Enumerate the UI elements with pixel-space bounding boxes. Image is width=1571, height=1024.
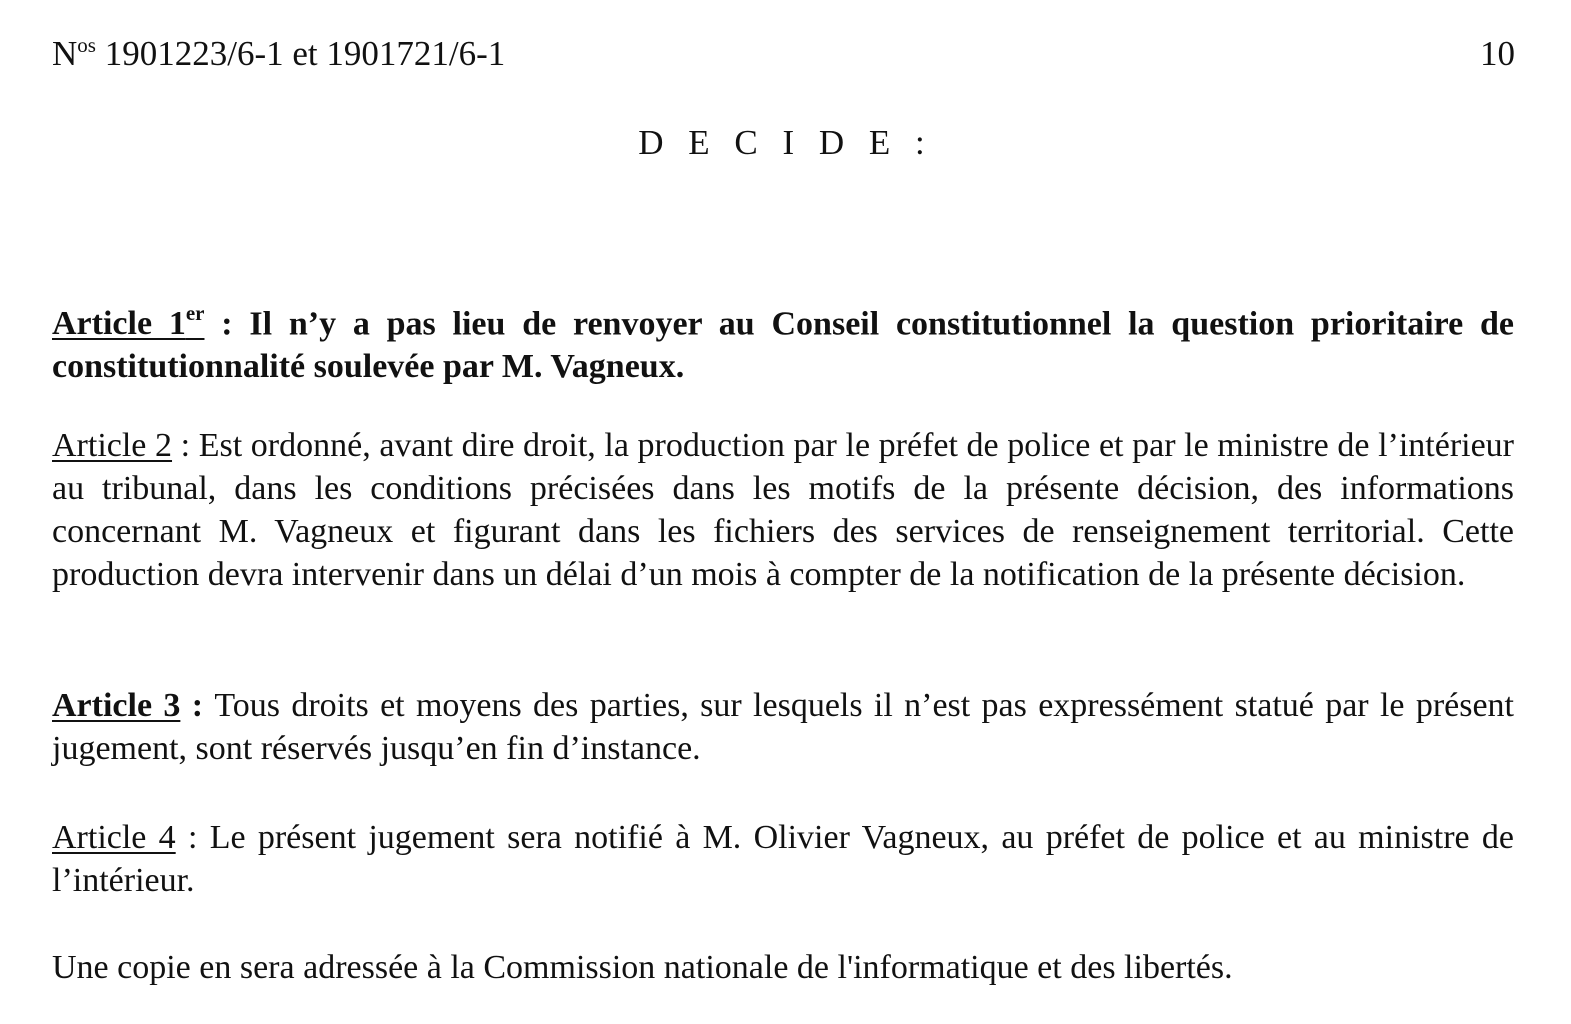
article-1-text: Il n’y a pas lieu de renvoyer au Conseil constitutionnel la question prioritaire de constitutionnalité soulevée par M. Vagneux. <box>52 305 1515 386</box>
article-2-separator: : <box>172 427 199 464</box>
article-2-text: Est ordonné, avant dire droit, la production par le préfet de police et par le ministre de l’intérieur au tribunal, dans les conditions précisées dans les motifs de la présente décision, des informations concernant M. Vagneux et figurant dans les fichiers des services de renseignement territorial. Cette production devra intervenir dans un délai d’un mois à compter de la notification de la présente décision. <box>52 427 1514 593</box>
case-prefix-sup: os <box>77 33 96 57</box>
article-1-label-sup: er <box>185 301 205 325</box>
article-1-separator: : <box>204 305 250 343</box>
article-4-separator: : <box>175 819 210 856</box>
decide-heading: D E C I D E : <box>638 123 933 162</box>
article-3-separator: : <box>180 687 215 724</box>
case-number <box>52 33 505 79</box>
article-1 <box>52 294 1514 388</box>
article-3-label: Article 3 <box>52 687 181 724</box>
article-1-label: Article 1er <box>52 301 205 343</box>
article-2 <box>52 424 1514 596</box>
article-4 <box>52 816 1514 902</box>
case-numbers: 1901223/6-1 et 1901721/6-1 <box>95 34 506 73</box>
article-3-text: Tous droits et moyens des parties, sur lesquels il n’est pas expressément statué par le présent jugement, sont réservés jusqu’en fin d’instance. <box>52 687 1514 767</box>
article-4-label: Article 4 <box>52 819 176 856</box>
page-number: 10 <box>1480 34 1515 73</box>
article-2-label: Article 2 <box>52 427 173 464</box>
case-prefix: N <box>52 34 78 73</box>
closing-note: Une copie en sera adressée à la Commission nationale de l'informatique et des libertés. <box>52 949 1233 986</box>
article-4-text: Le présent jugement sera notifié à M. Olivier Vagneux, au préfet de police et au ministre de l’intérieur. <box>52 819 1514 899</box>
article-3 <box>52 684 1514 770</box>
